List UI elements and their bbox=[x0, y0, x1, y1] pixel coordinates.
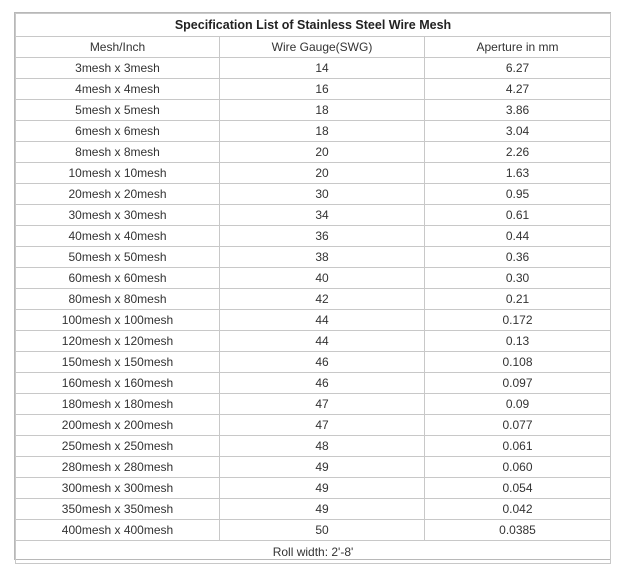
table-row bbox=[16, 121, 611, 142]
cell-wire-gauge: 50 bbox=[220, 520, 425, 541]
table-header-row bbox=[16, 37, 611, 58]
cell-mesh: 40mesh x 40mesh bbox=[16, 226, 220, 247]
cell-aperture: 0.0385 bbox=[425, 520, 611, 541]
cell-wire-gauge: 36 bbox=[220, 226, 425, 247]
cell-mesh: 80mesh x 80mesh bbox=[16, 289, 220, 310]
cell-mesh: 50mesh x 50mesh bbox=[16, 247, 220, 268]
cell-mesh: 300mesh x 300mesh bbox=[16, 478, 220, 499]
cell-aperture: 0.61 bbox=[425, 205, 611, 226]
table-row bbox=[16, 184, 611, 205]
cell-wire-gauge: 38 bbox=[220, 247, 425, 268]
cell-aperture: 0.95 bbox=[425, 184, 611, 205]
cell-wire-gauge: 47 bbox=[220, 415, 425, 436]
cell-wire-gauge: 14 bbox=[220, 58, 425, 79]
header-aperture: Aperture in mm bbox=[425, 37, 611, 58]
cell-wire-gauge: 34 bbox=[220, 205, 425, 226]
cell-wire-gauge: 46 bbox=[220, 352, 425, 373]
table-footer-row bbox=[16, 541, 611, 564]
table-row bbox=[16, 205, 611, 226]
cell-wire-gauge: 20 bbox=[220, 142, 425, 163]
cell-mesh: 30mesh x 30mesh bbox=[16, 205, 220, 226]
cell-mesh: 160mesh x 160mesh bbox=[16, 373, 220, 394]
header-wire-gauge: Wire Gauge(SWG) bbox=[220, 37, 425, 58]
cell-mesh: 100mesh x 100mesh bbox=[16, 310, 220, 331]
cell-wire-gauge: 46 bbox=[220, 373, 425, 394]
cell-wire-gauge: 30 bbox=[220, 184, 425, 205]
cell-mesh: 6mesh x 6mesh bbox=[16, 121, 220, 142]
cell-aperture: 0.30 bbox=[425, 268, 611, 289]
cell-mesh: 20mesh x 20mesh bbox=[16, 184, 220, 205]
table-row bbox=[16, 268, 611, 289]
table-title-row bbox=[16, 14, 611, 37]
table-row bbox=[16, 289, 611, 310]
cell-wire-gauge: 18 bbox=[220, 121, 425, 142]
cell-aperture: 0.108 bbox=[425, 352, 611, 373]
cell-aperture: 3.04 bbox=[425, 121, 611, 142]
cell-wire-gauge: 49 bbox=[220, 478, 425, 499]
table-row bbox=[16, 142, 611, 163]
table-row bbox=[16, 373, 611, 394]
cell-mesh: 180mesh x 180mesh bbox=[16, 394, 220, 415]
table-row bbox=[16, 163, 611, 184]
cell-aperture: 3.86 bbox=[425, 100, 611, 121]
header-mesh-inch: Mesh/Inch bbox=[16, 37, 220, 58]
spec-table bbox=[15, 13, 611, 564]
cell-mesh: 4mesh x 4mesh bbox=[16, 79, 220, 100]
table-row bbox=[16, 331, 611, 352]
table-row bbox=[16, 415, 611, 436]
cell-mesh: 400mesh x 400mesh bbox=[16, 520, 220, 541]
cell-wire-gauge: 16 bbox=[220, 79, 425, 100]
cell-aperture: 0.09 bbox=[425, 394, 611, 415]
cell-wire-gauge: 49 bbox=[220, 457, 425, 478]
cell-mesh: 120mesh x 120mesh bbox=[16, 331, 220, 352]
cell-wire-gauge: 44 bbox=[220, 331, 425, 352]
cell-wire-gauge: 44 bbox=[220, 310, 425, 331]
cell-mesh: 280mesh x 280mesh bbox=[16, 457, 220, 478]
cell-aperture: 0.042 bbox=[425, 499, 611, 520]
table-title: Specification List of Stainless Steel Wire Mesh bbox=[16, 14, 611, 37]
cell-aperture: 4.27 bbox=[425, 79, 611, 100]
cell-mesh: 3mesh x 3mesh bbox=[16, 58, 220, 79]
table-row bbox=[16, 478, 611, 499]
cell-mesh: 5mesh x 5mesh bbox=[16, 100, 220, 121]
table-row bbox=[16, 310, 611, 331]
cell-aperture: 2.26 bbox=[425, 142, 611, 163]
cell-aperture: 0.21 bbox=[425, 289, 611, 310]
cell-wire-gauge: 49 bbox=[220, 499, 425, 520]
table-row bbox=[16, 394, 611, 415]
cell-wire-gauge: 48 bbox=[220, 436, 425, 457]
table-row bbox=[16, 499, 611, 520]
cell-mesh: 10mesh x 10mesh bbox=[16, 163, 220, 184]
cell-wire-gauge: 42 bbox=[220, 289, 425, 310]
cell-wire-gauge: 47 bbox=[220, 394, 425, 415]
cell-mesh: 250mesh x 250mesh bbox=[16, 436, 220, 457]
cell-mesh: 60mesh x 60mesh bbox=[16, 268, 220, 289]
cell-aperture: 0.13 bbox=[425, 331, 611, 352]
table-row bbox=[16, 436, 611, 457]
roll-width-note: Roll width: 2'-8' bbox=[16, 541, 611, 564]
table-row bbox=[16, 226, 611, 247]
cell-aperture: 0.44 bbox=[425, 226, 611, 247]
cell-mesh: 200mesh x 200mesh bbox=[16, 415, 220, 436]
cell-aperture: 0.054 bbox=[425, 478, 611, 499]
cell-aperture: 1.63 bbox=[425, 163, 611, 184]
cell-wire-gauge: 20 bbox=[220, 163, 425, 184]
cell-aperture: 0.097 bbox=[425, 373, 611, 394]
cell-aperture: 0.077 bbox=[425, 415, 611, 436]
table-row bbox=[16, 247, 611, 268]
cell-aperture: 6.27 bbox=[425, 58, 611, 79]
table-row bbox=[16, 520, 611, 541]
table-row bbox=[16, 79, 611, 100]
table-row bbox=[16, 58, 611, 79]
cell-aperture: 0.061 bbox=[425, 436, 611, 457]
cell-mesh: 150mesh x 150mesh bbox=[16, 352, 220, 373]
cell-mesh: 8mesh x 8mesh bbox=[16, 142, 220, 163]
table-row bbox=[16, 457, 611, 478]
spec-table-container bbox=[14, 12, 611, 560]
cell-aperture: 0.172 bbox=[425, 310, 611, 331]
cell-aperture: 0.060 bbox=[425, 457, 611, 478]
table-row bbox=[16, 100, 611, 121]
cell-wire-gauge: 40 bbox=[220, 268, 425, 289]
cell-aperture: 0.36 bbox=[425, 247, 611, 268]
table-row bbox=[16, 352, 611, 373]
cell-mesh: 350mesh x 350mesh bbox=[16, 499, 220, 520]
cell-wire-gauge: 18 bbox=[220, 100, 425, 121]
